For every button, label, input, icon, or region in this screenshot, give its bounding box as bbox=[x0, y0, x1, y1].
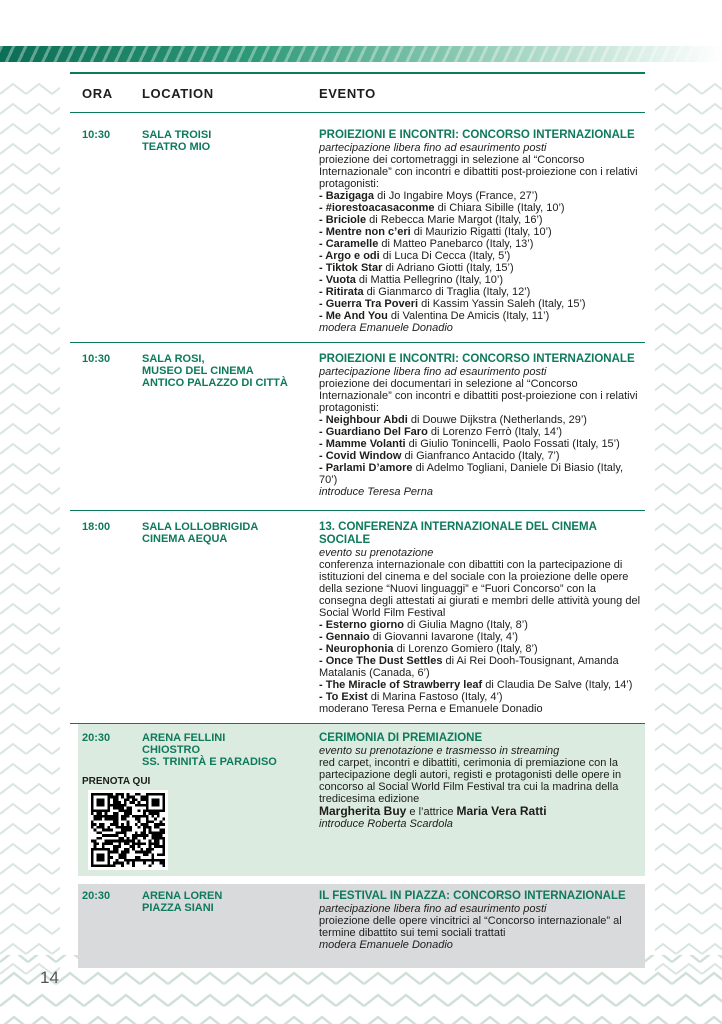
film-title: - Argo e odi bbox=[319, 250, 380, 262]
film-credits: di Gianmarco di Traglia (Italy, 12’) bbox=[363, 286, 531, 298]
event-location bbox=[132, 353, 317, 498]
location-line: CHIOSTRO bbox=[142, 744, 201, 756]
film-title: - Caramelle bbox=[319, 238, 379, 250]
table-row bbox=[70, 511, 645, 723]
event-location bbox=[132, 890, 317, 960]
film-item bbox=[319, 274, 641, 286]
film-item bbox=[319, 202, 641, 214]
film-title: - Briciole bbox=[319, 214, 367, 226]
film-item bbox=[319, 310, 641, 322]
event-subtitle: evento su prenotazione e trasmesso in streaming bbox=[319, 745, 560, 757]
film-item bbox=[319, 426, 641, 438]
event-title: 13. CONFERENZA INTERNAZIONALE DEL CINEMA SOCIALE bbox=[319, 521, 597, 546]
film-credits: di Lorenzo Ferrò (Italy, 14’) bbox=[427, 426, 563, 438]
film-credits: di Adelmo Togliani, Daniele Di Biasio (Italy, 70’) bbox=[319, 462, 624, 486]
film-credits: di Matteo Panebarco (Italy, 13’) bbox=[378, 238, 534, 250]
film-item bbox=[319, 438, 641, 450]
event-description: conferenza internazionale con dibattiti con la partecipazione di istituzioni del cinema e del sociale con la proiezione delle opere della sezione “Nuovi linguaggi” e “Fuori Concorso” con la consegna degli attestati ai giurati e membri delle attività young del Social World Film Festival bbox=[319, 559, 641, 619]
film-title: - To Exist bbox=[319, 691, 368, 703]
event-subtitle: evento su prenotazione bbox=[319, 547, 434, 559]
guest-line bbox=[319, 805, 641, 818]
film-credits: di Mattia Pellegrino (Italy, 10’) bbox=[355, 274, 504, 286]
film-credits: di Douwe Dijkstra (Netherlands, 29’) bbox=[407, 414, 587, 426]
film-title: - Mentre non c’eri bbox=[319, 226, 411, 238]
qr-code[interactable] bbox=[88, 790, 168, 870]
event-moderator: introduce Roberta Scardola bbox=[319, 818, 453, 830]
event-details bbox=[317, 129, 645, 334]
film-title: - The Miracle of Strawberry leaf bbox=[319, 679, 483, 691]
event-details bbox=[317, 732, 645, 866]
location-line: ARENA LOREN bbox=[142, 890, 223, 902]
film-title: - Guardiano Del Faro bbox=[319, 426, 428, 438]
event-title: PROIEZIONI E INCONTRI: CONCORSO INTERNAZIONALE bbox=[319, 353, 635, 365]
event-title: IL FESTIVAL IN PIAZZA: CONCORSO INTERNAZIONALE bbox=[319, 890, 626, 902]
film-credits: di Lorenzo Gomiero (Italy, 8’) bbox=[393, 643, 538, 655]
film-item bbox=[319, 214, 641, 226]
table-header bbox=[70, 74, 645, 112]
event-time: 20:30 bbox=[82, 890, 111, 902]
top-decorative-band bbox=[0, 46, 722, 62]
film-title: - #iorestoacasaconme bbox=[319, 202, 435, 214]
film-credits: di Maurizio Rigatti (Italy, 10’) bbox=[410, 226, 552, 238]
location-line: SALA TROISI bbox=[142, 129, 212, 141]
location-line: SS. TRINITÀ E PARADISO bbox=[142, 756, 277, 768]
film-item bbox=[319, 691, 641, 703]
event-time: 18:00 bbox=[82, 521, 111, 533]
film-item bbox=[319, 190, 641, 202]
event-title: CERIMONIA DI PREMIAZIONE bbox=[319, 732, 483, 744]
location-line: MUSEO DEL CINEMA bbox=[142, 365, 254, 377]
event-moderator: modera Emanuele Donadio bbox=[319, 322, 453, 334]
event-details bbox=[317, 353, 645, 498]
film-item bbox=[319, 462, 641, 486]
film-credits: di Adriano Giotti (Italy, 15’) bbox=[382, 262, 514, 274]
event-time: 20:30 bbox=[82, 732, 111, 744]
prenota-label: PRENOTA QUI bbox=[82, 776, 151, 787]
film-title: - Once The Dust Settles bbox=[319, 655, 443, 667]
film-title: - Neurophonia bbox=[319, 643, 394, 655]
film-item bbox=[319, 679, 641, 691]
event-subtitle: partecipazione libera fino ad esaurimento posti bbox=[319, 903, 547, 915]
film-item bbox=[319, 619, 641, 631]
film-title: - Mamme Volanti bbox=[319, 438, 406, 450]
event-location bbox=[132, 129, 317, 334]
event-description: red carpet, incontri e dibattiti, cerimonia di premiazione con la partecipazione degli autori, registi e protagonisti delle opere in concorso al Social World Film Festival tra cui la madrina della tredicesima edizione bbox=[319, 757, 622, 805]
event-moderator: moderano Teresa Perna e Emanuele Donadio bbox=[319, 703, 543, 715]
event-subtitle: partecipazione libera fino ad esaurimento posti bbox=[319, 142, 547, 154]
film-credits: di Giulio Tonincelli, Paolo Fossati (Italy, 15’) bbox=[405, 438, 620, 450]
film-item bbox=[319, 414, 641, 426]
film-title: - Esterno giorno bbox=[319, 619, 404, 631]
film-item bbox=[319, 226, 641, 238]
film-credits: di Giulia Magno (Italy, 8’) bbox=[403, 619, 528, 631]
film-credits: di Giovanni Iavarone (Italy, 4’) bbox=[369, 631, 519, 643]
film-credits: di Valentina De Amicis (Italy, 11’) bbox=[387, 310, 550, 322]
event-time: 10:30 bbox=[82, 353, 111, 365]
film-item bbox=[319, 238, 641, 250]
film-title: - Neighbour Abdi bbox=[319, 414, 408, 426]
film-item bbox=[319, 450, 641, 462]
header-evento: EVENTO bbox=[319, 85, 376, 101]
film-title: - Tiktok Star bbox=[319, 262, 383, 274]
header-location: LOCATION bbox=[142, 85, 214, 101]
film-title: - Vuota bbox=[319, 274, 356, 286]
table-row bbox=[70, 343, 645, 510]
film-credits: di Marina Fastoso (Italy, 4’) bbox=[367, 691, 503, 703]
guest-connector: e l’attrice bbox=[406, 806, 457, 818]
event-moderator: modera Emanuele Donadio bbox=[319, 939, 453, 951]
event-moderator: introduce Teresa Perna bbox=[319, 486, 433, 498]
film-item bbox=[319, 631, 641, 643]
guest-name: Margherita Buy bbox=[319, 804, 407, 818]
film-credits: di Rebecca Marie Margot (Italy, 16’) bbox=[366, 214, 543, 226]
film-item bbox=[319, 655, 641, 679]
event-subtitle: partecipazione libera fino ad esaurimento posti bbox=[319, 366, 547, 378]
location-line: SALA ROSI, bbox=[142, 353, 205, 365]
film-title: - Guerra Tra Poveri bbox=[319, 298, 419, 310]
table-row bbox=[70, 113, 645, 342]
event-details bbox=[317, 521, 645, 715]
film-credits: di Gianfranco Antacido (Italy, 7’) bbox=[401, 450, 560, 462]
film-title: - Ritirata bbox=[319, 286, 364, 298]
film-title: - Gennaio bbox=[319, 631, 370, 643]
program-table bbox=[70, 72, 645, 968]
location-line: TEATRO MIO bbox=[142, 141, 211, 153]
film-title: - Me And You bbox=[319, 310, 388, 322]
event-time: 10:30 bbox=[82, 129, 111, 141]
guest-name: Maria Vera Ratti bbox=[456, 804, 547, 818]
event-title: PROIEZIONI E INCONTRI: CONCORSO INTERNAZIONALE bbox=[319, 129, 635, 141]
film-credits: di Jo Ingabire Moys (France, 27’) bbox=[374, 190, 538, 202]
film-item bbox=[319, 643, 641, 655]
header-ora: ORA bbox=[82, 85, 113, 101]
film-item bbox=[319, 286, 641, 298]
location-line: ANTICO PALAZZO DI CITTÀ bbox=[142, 377, 288, 389]
event-location bbox=[132, 521, 317, 715]
event-description: proiezione delle opere vincitrici al “Concorso internazionale” al termine dibattito sui temi sociali trattati bbox=[319, 915, 622, 939]
film-credits: di Kassim Yassin Saleh (Italy, 15’) bbox=[418, 298, 586, 310]
event-details bbox=[317, 890, 645, 960]
location-line: PIAZZA SIANI bbox=[142, 902, 214, 914]
film-item bbox=[319, 262, 641, 274]
film-title: - Parlami D’amore bbox=[319, 462, 413, 474]
spacer bbox=[70, 876, 645, 884]
film-credits: di Luca Di Cecca (Italy, 5’) bbox=[379, 250, 511, 262]
table-row-highlighted bbox=[78, 724, 645, 876]
film-credits: di Chiara Sibille (Italy, 10’) bbox=[434, 202, 565, 214]
film-item bbox=[319, 298, 641, 310]
film-credits: di Ai Rei Dooh-Tousignant, Amanda Matalanis (Canada, 6’) bbox=[319, 655, 619, 679]
location-line: SALA LOLLOBRIGIDA bbox=[142, 521, 259, 533]
film-title: - Bazigaga bbox=[319, 190, 375, 202]
table-row-highlighted bbox=[78, 884, 645, 968]
film-item bbox=[319, 250, 641, 262]
event-description: proiezione dei documentari in selezione al “Concorso Internazionale” con incontri e dibattiti post-proiezione con i relativi protagonisti: bbox=[319, 378, 638, 414]
location-line: ARENA FELLINI bbox=[142, 732, 226, 744]
page-number: 14 bbox=[40, 968, 59, 987]
film-credits: di Claudia De Salve (Italy, 14’) bbox=[482, 679, 633, 691]
event-description: proiezione dei cortometraggi in selezione al “Concorso Internazionale” con incontri e dibattiti post-proiezione con i relativi protagonisti: bbox=[319, 154, 638, 190]
location-line: CINEMA AEQUA bbox=[142, 533, 228, 545]
film-title: - Covid Window bbox=[319, 450, 402, 462]
